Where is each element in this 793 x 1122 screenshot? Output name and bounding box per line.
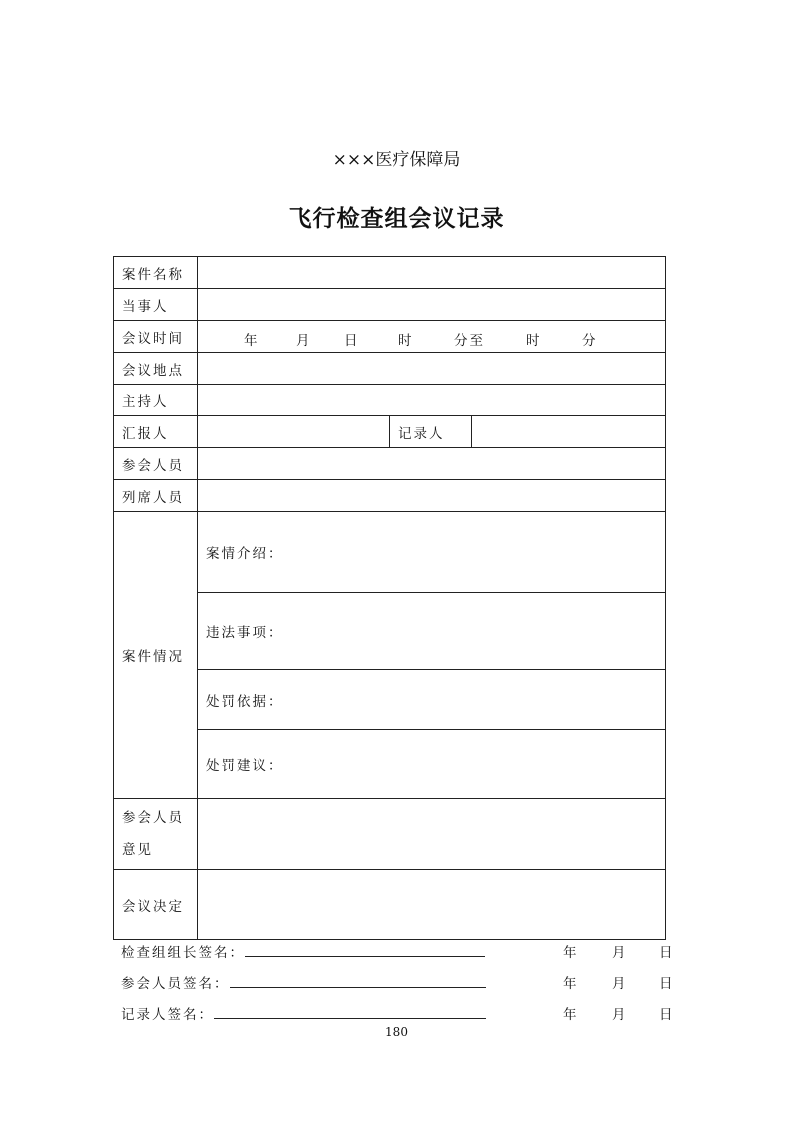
row-participants — [114, 448, 666, 480]
party-label: 当事人 — [114, 289, 198, 321]
reporter-field[interactable] — [198, 416, 390, 448]
penalty-suggestion-field[interactable] — [198, 730, 666, 799]
recorder-signature-line[interactable] — [214, 1004, 486, 1019]
participants-signature — [121, 972, 486, 992]
participants-label: 参会人员 — [114, 448, 198, 480]
participants-field[interactable] — [198, 448, 666, 480]
time-unit-minute-end: 分 — [582, 333, 598, 349]
recorder-date-year: 年 — [563, 1007, 577, 1023]
leader-date-month: 月 — [612, 945, 626, 961]
time-unit-minute-to: 分至 — [454, 333, 485, 349]
organization-name: ×××医疗保障局 — [332, 150, 461, 170]
case-situation-label: 案件情况 — [114, 512, 198, 799]
attendees-field[interactable] — [198, 480, 666, 512]
host-label: 主持人 — [114, 385, 198, 416]
leader-signature — [121, 941, 485, 961]
penalty-basis-label: 处罚依据： — [206, 693, 284, 710]
page-number: 180 — [385, 1025, 408, 1039]
document-title: 飞行检查组会议记录 — [288, 205, 505, 232]
row-opinions — [114, 799, 666, 870]
reporter-label: 汇报人 — [114, 416, 198, 448]
leader-signature-line[interactable] — [245, 942, 485, 957]
opinions-field[interactable] — [198, 799, 666, 870]
recorder-date-month: 月 — [612, 1007, 626, 1023]
row-reporter-recorder — [114, 416, 666, 448]
row-case-intro — [114, 512, 666, 593]
recorder-field[interactable] — [472, 416, 666, 448]
case-intro-label: 案情介绍： — [206, 546, 284, 562]
meeting-record-form — [113, 256, 666, 940]
violations-label: 违法事项： — [206, 625, 284, 641]
recorder-label: 记录人 — [390, 416, 472, 448]
case-intro-field[interactable] — [198, 512, 666, 593]
leader-date-day: 日 — [659, 945, 673, 961]
time-unit-month: 月 — [296, 333, 312, 349]
time-unit-year: 年 — [244, 333, 260, 349]
participants-signature-line[interactable] — [230, 973, 486, 988]
time-unit-hour-start: 时 — [398, 333, 414, 349]
host-field[interactable] — [198, 385, 666, 416]
meeting-time-field[interactable] — [198, 321, 666, 353]
participants-date-day: 日 — [659, 976, 673, 992]
opinions-label-line1: 参会人员 — [122, 810, 184, 826]
case-name-field[interactable] — [198, 257, 666, 289]
recorder-signature-label: 记录人签名： — [121, 1007, 214, 1023]
attendees-label: 列席人员 — [114, 480, 198, 512]
meeting-place-label: 会议地点 — [114, 353, 198, 385]
time-unit-hour-end: 时 — [526, 333, 542, 349]
row-decision — [114, 870, 666, 940]
meeting-place-field[interactable] — [198, 353, 666, 385]
participants-date-month: 月 — [612, 976, 626, 992]
opinions-label — [114, 799, 198, 870]
decision-field[interactable] — [198, 870, 666, 940]
violations-field[interactable] — [198, 593, 666, 670]
row-meeting-place — [114, 353, 666, 385]
row-party — [114, 289, 666, 321]
participants-date-year: 年 — [563, 976, 577, 992]
penalty-basis-field[interactable] — [198, 670, 666, 730]
row-attendees — [114, 480, 666, 512]
participants-signature-label: 参会人员签名： — [121, 976, 230, 992]
row-case-name — [114, 257, 666, 289]
row-meeting-time — [114, 321, 666, 353]
recorder-date-day: 日 — [659, 1007, 673, 1023]
recorder-signature — [121, 1003, 486, 1023]
party-field[interactable] — [198, 289, 666, 321]
opinions-label-line2: 意见 — [122, 842, 153, 858]
meeting-time-label: 会议时间 — [114, 321, 198, 353]
penalty-suggestion-label: 处罚建议： — [206, 758, 284, 774]
row-host — [114, 385, 666, 416]
leader-date-year: 年 — [563, 945, 577, 961]
case-name-label: 案件名称 — [114, 257, 198, 289]
leader-signature-label: 检查组组长签名： — [121, 945, 245, 961]
decision-label: 会议决定 — [114, 870, 198, 940]
time-unit-day: 日 — [344, 333, 360, 349]
